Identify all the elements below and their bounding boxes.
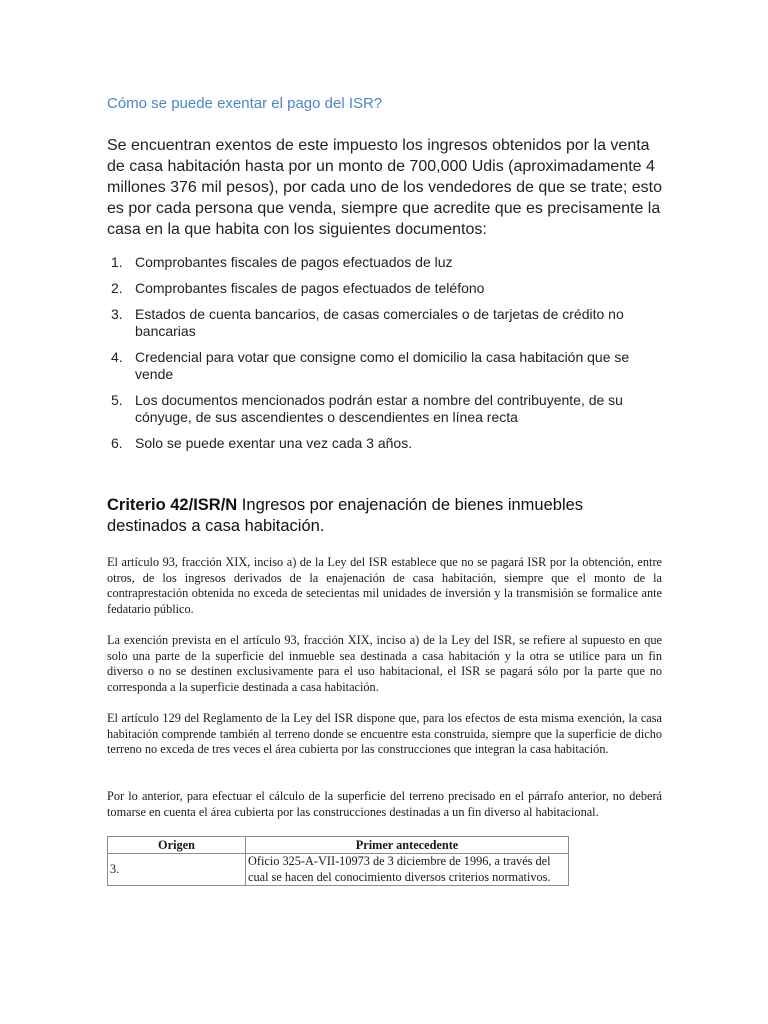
- requirements-list: [107, 254, 667, 461]
- table-header-origen: Origen: [108, 837, 246, 854]
- list-item-text: Comprobantes fiscales de pagos efectuados de luz: [135, 254, 453, 270]
- list-item-text: Solo se puede exentar una vez cada 3 años.: [135, 435, 413, 451]
- origen-table: [107, 836, 569, 886]
- list-item-number: 3.: [111, 306, 123, 322]
- list-item-text: Comprobantes fiscales de pagos efectuados de teléfono: [135, 280, 485, 296]
- table-cell-origen: 3.: [108, 854, 246, 886]
- table-header-primer-antecedente: Primer antecedente: [246, 837, 569, 854]
- intro-paragraph: Se encuentran exentos de este impuesto los ingresos obtenidos por la venta de casa habitación hasta por un monto de 700,000 Udis (aproximadamente 4 millones 376 mil pesos), por cada uno de los vendedores de que se trate; esto es por cada persona que venda, siempre que acredite que es precisamente la casa en la que habita con los siguientes documentos:: [107, 137, 662, 238]
- criterio-heading: [107, 495, 667, 537]
- body-paragraph-2: La exención prevista en el artículo 93, fracción XIX, inciso a) de la Ley del ISR, se refiere al supuesto en que solo una parte de la superficie del inmueble sea destinada a casa habitación y la otra se utilice para un fin diverso o no se destinen exclusivamente para el uso habitacional, el ISR se pagará sólo por la parte que no corresponda a la superficie destinada a casa habitación.: [107, 633, 662, 695]
- criterio-code: Criterio 42/ISR/N: [107, 496, 238, 514]
- list-item: [107, 392, 667, 426]
- table-header-row: [108, 837, 569, 854]
- list-item-number: 2.: [111, 280, 123, 296]
- list-item-text: Estados de cuenta bancarios, de casas comerciales o de tarjetas de crédito no bancarias: [135, 306, 624, 339]
- list-item-number: 1.: [111, 254, 123, 270]
- body-paragraph-1: El artículo 93, fracción XIX, inciso a) de la Ley del ISR establece que no se pagará ISR por la obtención, entre otros, de los ingresos derivados de la enajenación de casa habitación, siempre que el monto de la contraprestación obtenida no exceda de setecientas mil unidades de inversión y la transmisión se formalice ante fedatario público.: [107, 555, 662, 617]
- table-cell-antecedente: Oficio 325-A-VII-10973 de 3 diciembre de 1996, a través del cual se hacen del conocimiento diversos criterios normativos.: [246, 854, 569, 886]
- list-item-number: 4.: [111, 349, 123, 365]
- table-row: [108, 854, 569, 886]
- list-item: [107, 435, 667, 452]
- question-heading: Cómo se puede exentar el pago del ISR?: [107, 95, 383, 112]
- list-item-text: Los documentos mencionados podrán estar a nombre del contribuyente, de su cónyuge, de sus ascendientes o descendientes en línea recta: [135, 392, 623, 425]
- list-item: [107, 306, 667, 340]
- body-paragraph-3: El artículo 129 del Reglamento de la Ley del ISR dispone que, para los efectos de esta misma exención, la casa habitación comprende también al terreno donde se encuentre esta construida, siempre que la superficie de dicho terreno no exceda de tres veces el área cubierta por las construcciones que integran la casa habitación.: [107, 711, 662, 757]
- list-item: [107, 280, 667, 297]
- list-item-number: 6.: [111, 435, 123, 451]
- list-item: [107, 254, 667, 271]
- list-item: [107, 349, 667, 383]
- criterio-title: Ingresos por enajenación de bienes inmuebles destinados a casa habitación.: [107, 496, 584, 535]
- list-item-number: 5.: [111, 392, 123, 408]
- list-item-text: Credencial para votar que consigne como el domicilio la casa habitación que se vende: [135, 349, 630, 382]
- body-paragraph-4: Por lo anterior, para efectuar el cálculo de la superficie del terreno precisado en el párrafo anterior, no deberá tomarse en cuenta el área cubierta por las construcciones destinadas a un fin diverso al habitacional.: [107, 789, 662, 819]
